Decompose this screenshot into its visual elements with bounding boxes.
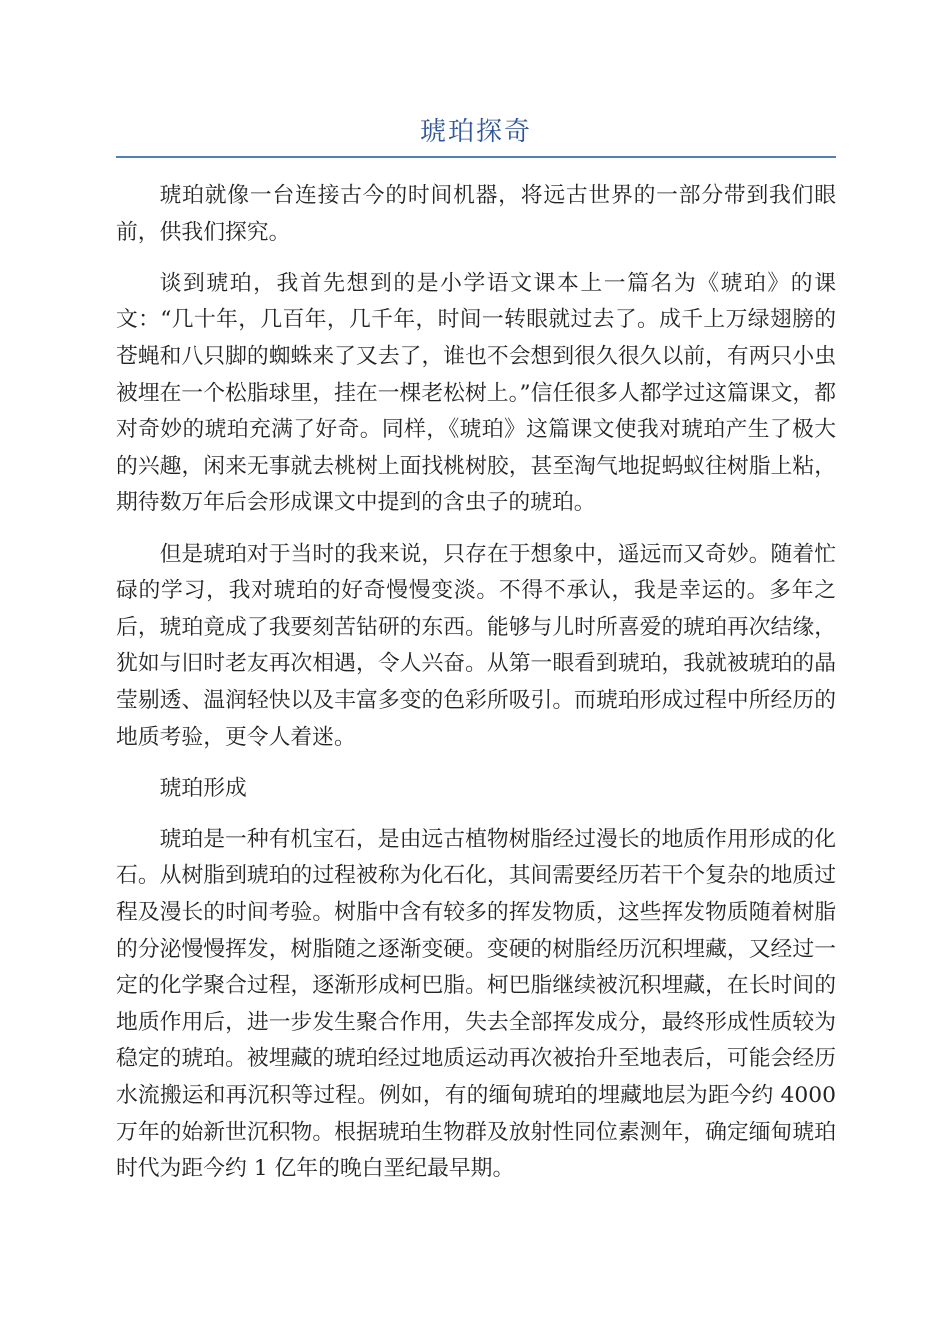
reencounter-paragraph: 但是琥珀对于当时的我来说，只存在于想象中，遥远而又奇妙。随着忙碌的学习，我对琥珀的好奇慢慢变淡。不得不承认，我是幸运的。多年之后，琥珀竟成了我要刻苦钻研的东西。能够与儿时所喜爱的琥珀再次结缘，犹如与旧时老友再次相遇，令人兴奋。从第一眼看到琥珀，我就被琥珀的晶莹剔透、温润轻快以及丰富多变的色彩所吸引。而琥珀形成过程中所经历的地质考验，更令人着迷。 bbox=[116, 541, 836, 750]
section-heading: 琥珀形成 bbox=[159, 775, 247, 801]
formation-paragraph: 琥珀是一种有机宝石，是由远古植物树脂经过漫长的地质作用形成的化石。从树脂到琥珀的过程被称为化石化，其间需要经历若干个复杂的地质过程及漫长的时间考验。树脂中含有较多的挥发物质，这些挥发物质随着树脂的分泌慢慢挥发，树脂随之逐渐变硬。变硬的树脂经历沉积埋藏，又经过一定的化学聚合过程，逐渐形成柯巴脂。柯巴脂继续被沉积埋藏，在长时间的地质作用后，进一步发生聚合作用，失去全部挥发成分，最终形成性质较为稳定的琥珀。被埋藏的琥珀经过地质运动再次被抬升至地表后，可能会经历水流搬运和再沉积等过程。例如，有的缅甸琥珀的埋藏地层为距今约 4000 万年的始新世沉积物。根据琥珀生物群及放射性同位素测年，确定缅甸琥珀时代为距今约 1 亿年的晚白垩纪最早期。 bbox=[116, 826, 836, 1182]
document-title: 琥珀探奇 bbox=[419, 117, 532, 147]
title-block bbox=[116, 112, 836, 158]
document-body bbox=[116, 178, 836, 1202]
intro-paragraph: 琥珀就像一台连接古今的时间机器，将远古世界的一部分带到我们眼前，供我们探究。 bbox=[116, 183, 836, 245]
textbook-memory-paragraph: 谈到琥珀，我首先想到的是小学语文课本上一篇名为《琥珀》的课文：“几十年，几百年，几千年，时间一转眼就过去了。成千上万绿翅膀的苍蝇和八只脚的蜘蛛来了又去了，谁也不会想到很久很久以前，有两只小虫被埋在一个松脂球里，挂在一棵老松树上。”信任很多人都学过这篇课文，都对奇妙的琥珀充满了好奇。同样，《琥珀》这篇课文使我对琥珀产生了极大的兴趣，闲来无事就去桃树上面找桃树胶，甚至淘气地捉蚂蚁往树脂上粘，期待数万年后会形成课文中提到的含虫子的琥珀。 bbox=[116, 270, 836, 516]
